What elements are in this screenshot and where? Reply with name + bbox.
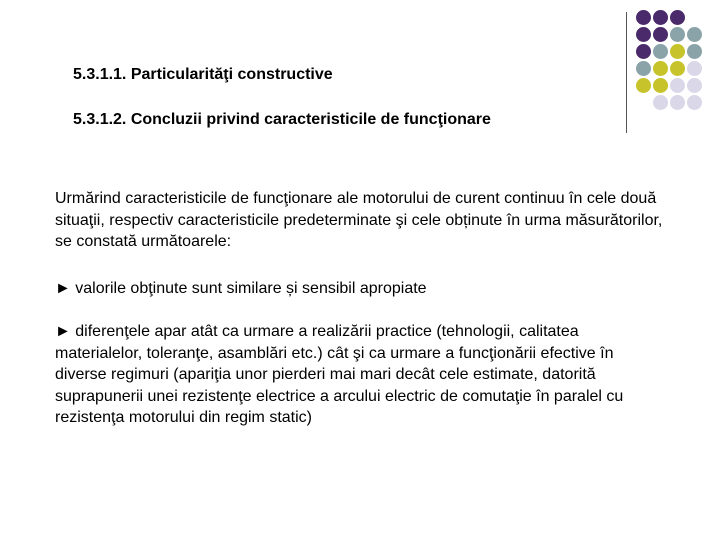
decorative-dot <box>687 44 702 59</box>
decorative-dot <box>653 78 668 93</box>
intro-paragraph: Urmărind caracteristicile de funcţionare ale motorului de curent continuu în cele două situaţii, respectiv caracteristicile predeterminate şi cele obținute în urma măsurătorilor, se constată următoarele: <box>55 190 663 250</box>
decorative-dot <box>670 10 685 25</box>
decorative-dot <box>653 61 668 76</box>
decorative-dot <box>653 10 668 25</box>
section-heading-5-3-1-1: 5.3.1.1. Particularităţi constructive <box>73 66 333 83</box>
vertical-divider <box>626 12 627 133</box>
section-heading-5-3-1-2: 5.3.1.2. Concluzii privind caracteristicile de funcţionare <box>73 111 491 128</box>
bullet-item-differences: ► diferenţele apar atât ca urmare a realizării practice (tehnologii, calitatea materialelor, toleranţe, asamblări etc.) cât şi ca urmare a funcţionării efective în diverse regimuri (apariţia unor pierderi mai mari decât cele estimate, datorită suprapunerii unei rezistenţe electrice a arcului electric de comutaţie în paralel cu rezistenţa motorului din regim static) <box>55 323 624 426</box>
decorative-dot <box>636 10 651 25</box>
decorative-dot <box>653 44 668 59</box>
decorative-dot <box>670 61 685 76</box>
decorative-dot <box>670 44 685 59</box>
decorative-dot <box>670 95 685 110</box>
decorative-dot <box>687 61 702 76</box>
decorative-dot <box>687 78 702 93</box>
decorative-dot <box>687 10 702 25</box>
decorative-dot <box>636 44 651 59</box>
decorative-dot-grid <box>636 10 702 110</box>
decorative-dot <box>636 95 651 110</box>
decorative-dot <box>670 27 685 42</box>
decorative-dot <box>636 61 651 76</box>
decorative-dot <box>670 78 685 93</box>
decorative-dot <box>653 27 668 42</box>
decorative-dot <box>636 78 651 93</box>
decorative-dot <box>687 27 702 42</box>
decorative-dot <box>687 95 702 110</box>
decorative-dot <box>653 95 668 110</box>
decorative-dot <box>636 27 651 42</box>
bullet-item-similar-values: ► valorile obţinute sunt similare și sensibil apropiate <box>55 280 427 297</box>
